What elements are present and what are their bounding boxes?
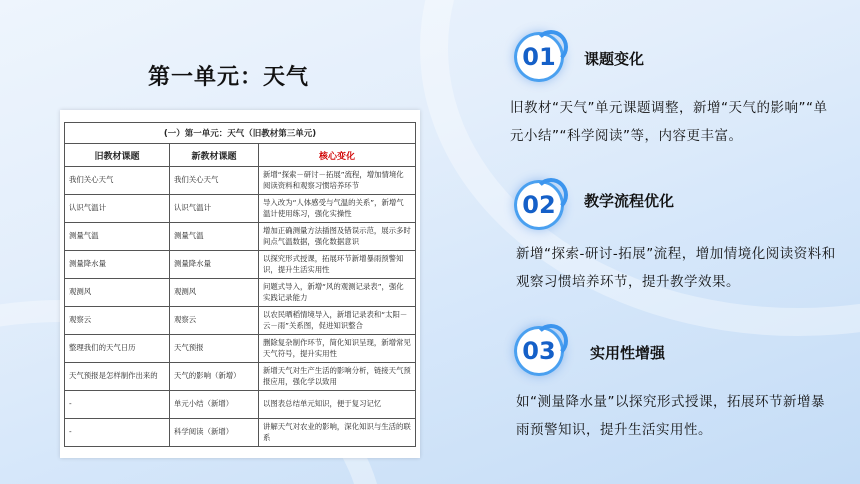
new-topic-cell: 我们关心天气 xyxy=(170,167,259,195)
comparison-table-card xyxy=(60,110,420,458)
change-cell: 以探究形式授课，拓展环节新增暴雨预警知识，提升生活实用性 xyxy=(259,251,416,279)
table-row xyxy=(65,223,416,251)
old-topic-cell: - xyxy=(65,419,170,447)
comparison-table xyxy=(64,122,416,447)
old-topic-cell: 测量降水量 xyxy=(65,251,170,279)
table-row xyxy=(65,363,416,391)
section-title: 课题变化 xyxy=(584,50,645,68)
section-number-badge: 01 xyxy=(514,32,564,82)
change-cell: 导入改为“人体感受与气温的关系”，新增气温计使用练习，强化实操性 xyxy=(259,195,416,223)
table-row xyxy=(65,251,416,279)
table-row xyxy=(65,195,416,223)
change-cell: 讲解天气对农业的影响，深化知识与生活的联系 xyxy=(259,419,416,447)
change-cell: 新增天气对生产生活的影响分析，链接天气预报应用，强化学以致用 xyxy=(259,363,416,391)
column-header-new: 新教材课题 xyxy=(170,144,259,167)
section-number-badge: 03 xyxy=(514,326,564,376)
change-cell: 问题式导入，新增“风的观测记录表”，强化实践记录能力 xyxy=(259,279,416,307)
new-topic-cell: 观测风 xyxy=(170,279,259,307)
table-row xyxy=(65,419,416,447)
column-header-change: 核心变化 xyxy=(259,144,416,167)
change-cell: 以图表总结单元知识，便于复习记忆 xyxy=(259,391,416,419)
column-header-old: 旧教材课题 xyxy=(65,144,170,167)
old-topic-cell: 我们关心天气 xyxy=(65,167,170,195)
section-body: 如“测量降水量”以探究形式授课，拓展环节新增暴雨预警知识，提升生活实用性。 xyxy=(516,394,825,438)
change-cell: 新增“探索－研讨－拓展”流程，增加情境化阅读资料和观察习惯培养环节 xyxy=(259,167,416,195)
section-number-badge: 02 xyxy=(514,180,564,230)
change-cell: 删除复杂制作环节，简化知识呈现，新增常见天气符号，提升实用性 xyxy=(259,335,416,363)
section-title: 实用性增强 xyxy=(590,344,666,362)
table-caption: (一）第一单元：天气（旧教材第三单元) xyxy=(65,123,416,144)
old-topic-cell: 天气预报是怎样制作出来的 xyxy=(65,363,170,391)
old-topic-cell: 观察云 xyxy=(65,307,170,335)
section-title: 教学流程优化 xyxy=(584,192,675,210)
change-cell: 增加正确测量方法插图及错误示范，展示多时间点气温数据，强化数据意识 xyxy=(259,223,416,251)
new-topic-cell: 测量降水量 xyxy=(170,251,259,279)
section-body: 旧教材“天气”单元课题调整，新增“天气的影响”“单元小结”“科学阅读”等，内容更丰富。 xyxy=(510,100,828,144)
slide-title: 第一单元：天气 xyxy=(148,65,310,90)
new-topic-cell: 观察云 xyxy=(170,307,259,335)
table-row xyxy=(65,167,416,195)
table-row xyxy=(65,307,416,335)
new-topic-cell: 单元小结（新增） xyxy=(170,391,259,419)
old-topic-cell: 整理我们的天气日历 xyxy=(65,335,170,363)
old-topic-cell: 观测风 xyxy=(65,279,170,307)
old-topic-cell: - xyxy=(65,391,170,419)
section-body: 新增“探索-研讨-拓展”流程，增加情境化阅读资料和观察习惯培养环节，提升教学效果。 xyxy=(516,246,836,290)
table-row xyxy=(65,279,416,307)
old-topic-cell: 测量气温 xyxy=(65,223,170,251)
new-topic-cell: 天气预报 xyxy=(170,335,259,363)
new-topic-cell: 测量气温 xyxy=(170,223,259,251)
change-cell: 以农民晒稻情境导入，新增记录表和“太阳－云－雨”关系图，促进知识整合 xyxy=(259,307,416,335)
new-topic-cell: 科学阅读（新增） xyxy=(170,419,259,447)
new-topic-cell: 天气的影响（新增） xyxy=(170,363,259,391)
old-topic-cell: 认识气温计 xyxy=(65,195,170,223)
table-row xyxy=(65,391,416,419)
new-topic-cell: 认识气温计 xyxy=(170,195,259,223)
table-row xyxy=(65,335,416,363)
